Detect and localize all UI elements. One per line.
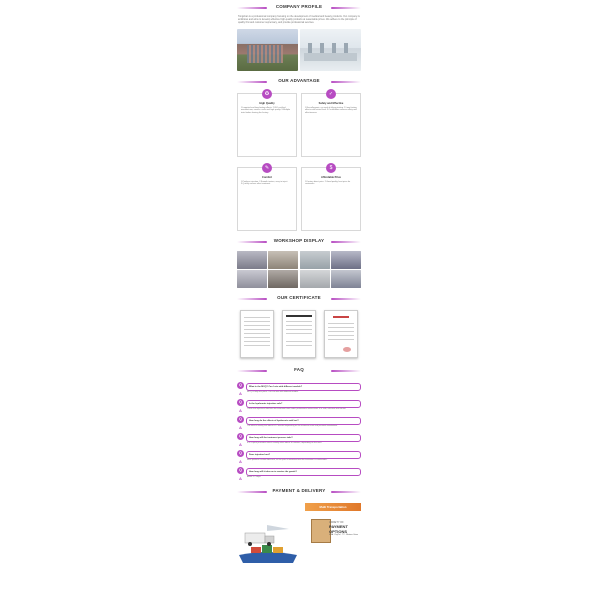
- payment-title: PAYMENT & DELIVERY: [272, 488, 326, 494]
- faq-answer: [237, 476, 361, 481]
- workshop-gallery: [237, 251, 361, 289]
- answer-letter: A: [239, 459, 242, 465]
- question-badge: Q: [237, 416, 244, 423]
- faq-answer: [237, 391, 361, 396]
- workshop-photo: [300, 251, 330, 269]
- header-right-bar: [331, 7, 361, 9]
- question-badge: Q: [237, 467, 244, 474]
- answer-text: These are injections filled into the treatment area under professional instructions. It is safe, effective and natural.: [247, 408, 347, 411]
- card-title: Comfort: [261, 175, 273, 179]
- faq-question: [237, 467, 361, 474]
- faq-answer: [237, 408, 361, 413]
- workshop-photo: [331, 251, 361, 269]
- certificate-row: [237, 310, 361, 358]
- payment-options: [305, 521, 361, 553]
- answer-text: Most products contain lidocaine, so the pain is minimized and the treatment is comfortable.: [247, 459, 328, 462]
- question-badge: Q: [237, 433, 244, 440]
- question-text: How long do the effects of hyaluronic acid last?: [246, 417, 361, 425]
- answer-letter: A: [239, 425, 242, 431]
- certificate-header: [237, 294, 361, 304]
- company-profile-title: COMPANY PROFILE: [275, 4, 323, 9]
- workshop-photo: [237, 251, 267, 269]
- answer-text: MOQ is only one piece. You can mix with different models.: [247, 391, 299, 394]
- answer-letter: A: [239, 442, 242, 448]
- faq-header: [237, 366, 361, 376]
- card-title: High Quality: [259, 101, 275, 105]
- certificate-image: [324, 310, 358, 358]
- payment-logos: VISA · PayPal · T/T · Western Union: [329, 534, 358, 537]
- faq-answer: [237, 459, 361, 464]
- question-badge: Q: [237, 450, 244, 457]
- workshop-photo: [268, 251, 298, 269]
- advantage-cards: [237, 90, 361, 231]
- advantage-card: [301, 164, 361, 231]
- question-badge: Q: [237, 382, 244, 389]
- price-tag-icon: $: [326, 163, 336, 173]
- header-right-bar: [331, 298, 361, 300]
- workshop-title: WORKSHOP DISPLAY: [273, 237, 325, 243]
- thumbs-up-icon: ✪: [262, 89, 272, 99]
- answer-text: It is a quick procedure which usually takes about 30 minutes, depending on the area.: [247, 442, 322, 445]
- certificate-title: OUR CERTIFICATE: [277, 295, 321, 301]
- payment-header: [237, 487, 361, 497]
- syringe-icon: ✎: [262, 163, 272, 173]
- answer-letter: A: [239, 408, 242, 414]
- header-right-bar: [331, 491, 361, 493]
- faq-question: [237, 450, 361, 457]
- card-title: Safety and Effective: [318, 101, 344, 105]
- faq-list: [237, 382, 361, 481]
- advantage-card: [301, 90, 361, 157]
- shield-icon: ✓: [326, 89, 336, 99]
- certificate-image: [282, 310, 316, 358]
- workshop-photo: [331, 270, 361, 288]
- answer-letter: A: [239, 391, 242, 397]
- advantage-header: [237, 77, 361, 87]
- question-text: Does injection hurt?: [246, 451, 361, 459]
- card-text: 1.Imported and long-lasting effects. 2.ISO certified manufacturer, ensure a safe and high quality. 3.Multiple tests before leaving the factory.: [241, 106, 290, 115]
- card-title: Affordable Price: [320, 175, 342, 179]
- faq-answer: [237, 442, 361, 447]
- advantage-card: [237, 90, 297, 157]
- header-right-bar: [331, 241, 361, 243]
- workshop-photo: [300, 270, 330, 288]
- card-text: 1.Non-allergenic, no need of allergy testing. 2.Long lasting effects with natural look. 3.Certification ensures safety and effectiveness.: [305, 106, 357, 115]
- answer-text: The effects usually last about 6-12 months depending on the treatment area and personal metabolism.: [247, 425, 338, 428]
- delivery-illustration: [237, 521, 299, 565]
- question-text: How long will it take me to receive the goods?: [246, 468, 361, 476]
- header-right-bar: [331, 81, 361, 83]
- transport-banner: Multi Transportation: [305, 503, 361, 511]
- faq-answer: [237, 425, 361, 430]
- company-profile-header: [237, 3, 361, 13]
- answer-text: About 5-7 days.: [247, 476, 262, 479]
- question-text: How long will the treatment process take?: [246, 434, 361, 442]
- faq-title: FAQ: [294, 367, 304, 373]
- payment-options-label: PAYMENT OPTIONS: [329, 524, 348, 535]
- faq-question: [237, 433, 361, 440]
- workshop-photo: [237, 270, 267, 288]
- payment-variety-label: VARIETY OF: [329, 521, 344, 525]
- advantage-card: [237, 164, 297, 231]
- card-text: 1.Painless injection. 2.Smooth texture, easy to inject. 3.Quickly recover after treatment.: [241, 180, 288, 186]
- company-photos: [237, 29, 361, 71]
- answer-letter: A: [239, 476, 242, 482]
- faq-question: [237, 382, 361, 389]
- question-text: What is the MOQ? Can I mix with different models?: [246, 383, 361, 391]
- advantage-title: OUR ADVANTAGE: [278, 77, 320, 83]
- certificate-image: [240, 310, 274, 358]
- header-right-bar: [331, 370, 361, 372]
- payment-delivery-banner: [237, 501, 361, 571]
- question-badge: Q: [237, 399, 244, 406]
- workshop-header: [237, 237, 361, 247]
- faq-question: [237, 399, 361, 406]
- lab-photo: [300, 29, 361, 71]
- workshop-photo: [268, 270, 298, 288]
- question-text: Is the hyaluronic injection safe?: [246, 400, 361, 408]
- card-text: 1.Factory direct price. 2.Good quality, best price for customers.: [305, 180, 351, 186]
- building-photo: [237, 29, 298, 71]
- faq-question: [237, 416, 361, 423]
- company-profile-text: Tongshan is a professional company focusing on the development of medical and beauty products. Our company is ambitious and aims to develop effective high-quality products at reasonable prices. We adhere to the principle of quality first and customer supremacy, and provide professional services.: [238, 15, 360, 25]
- product-detail-column: [237, 0, 361, 571]
